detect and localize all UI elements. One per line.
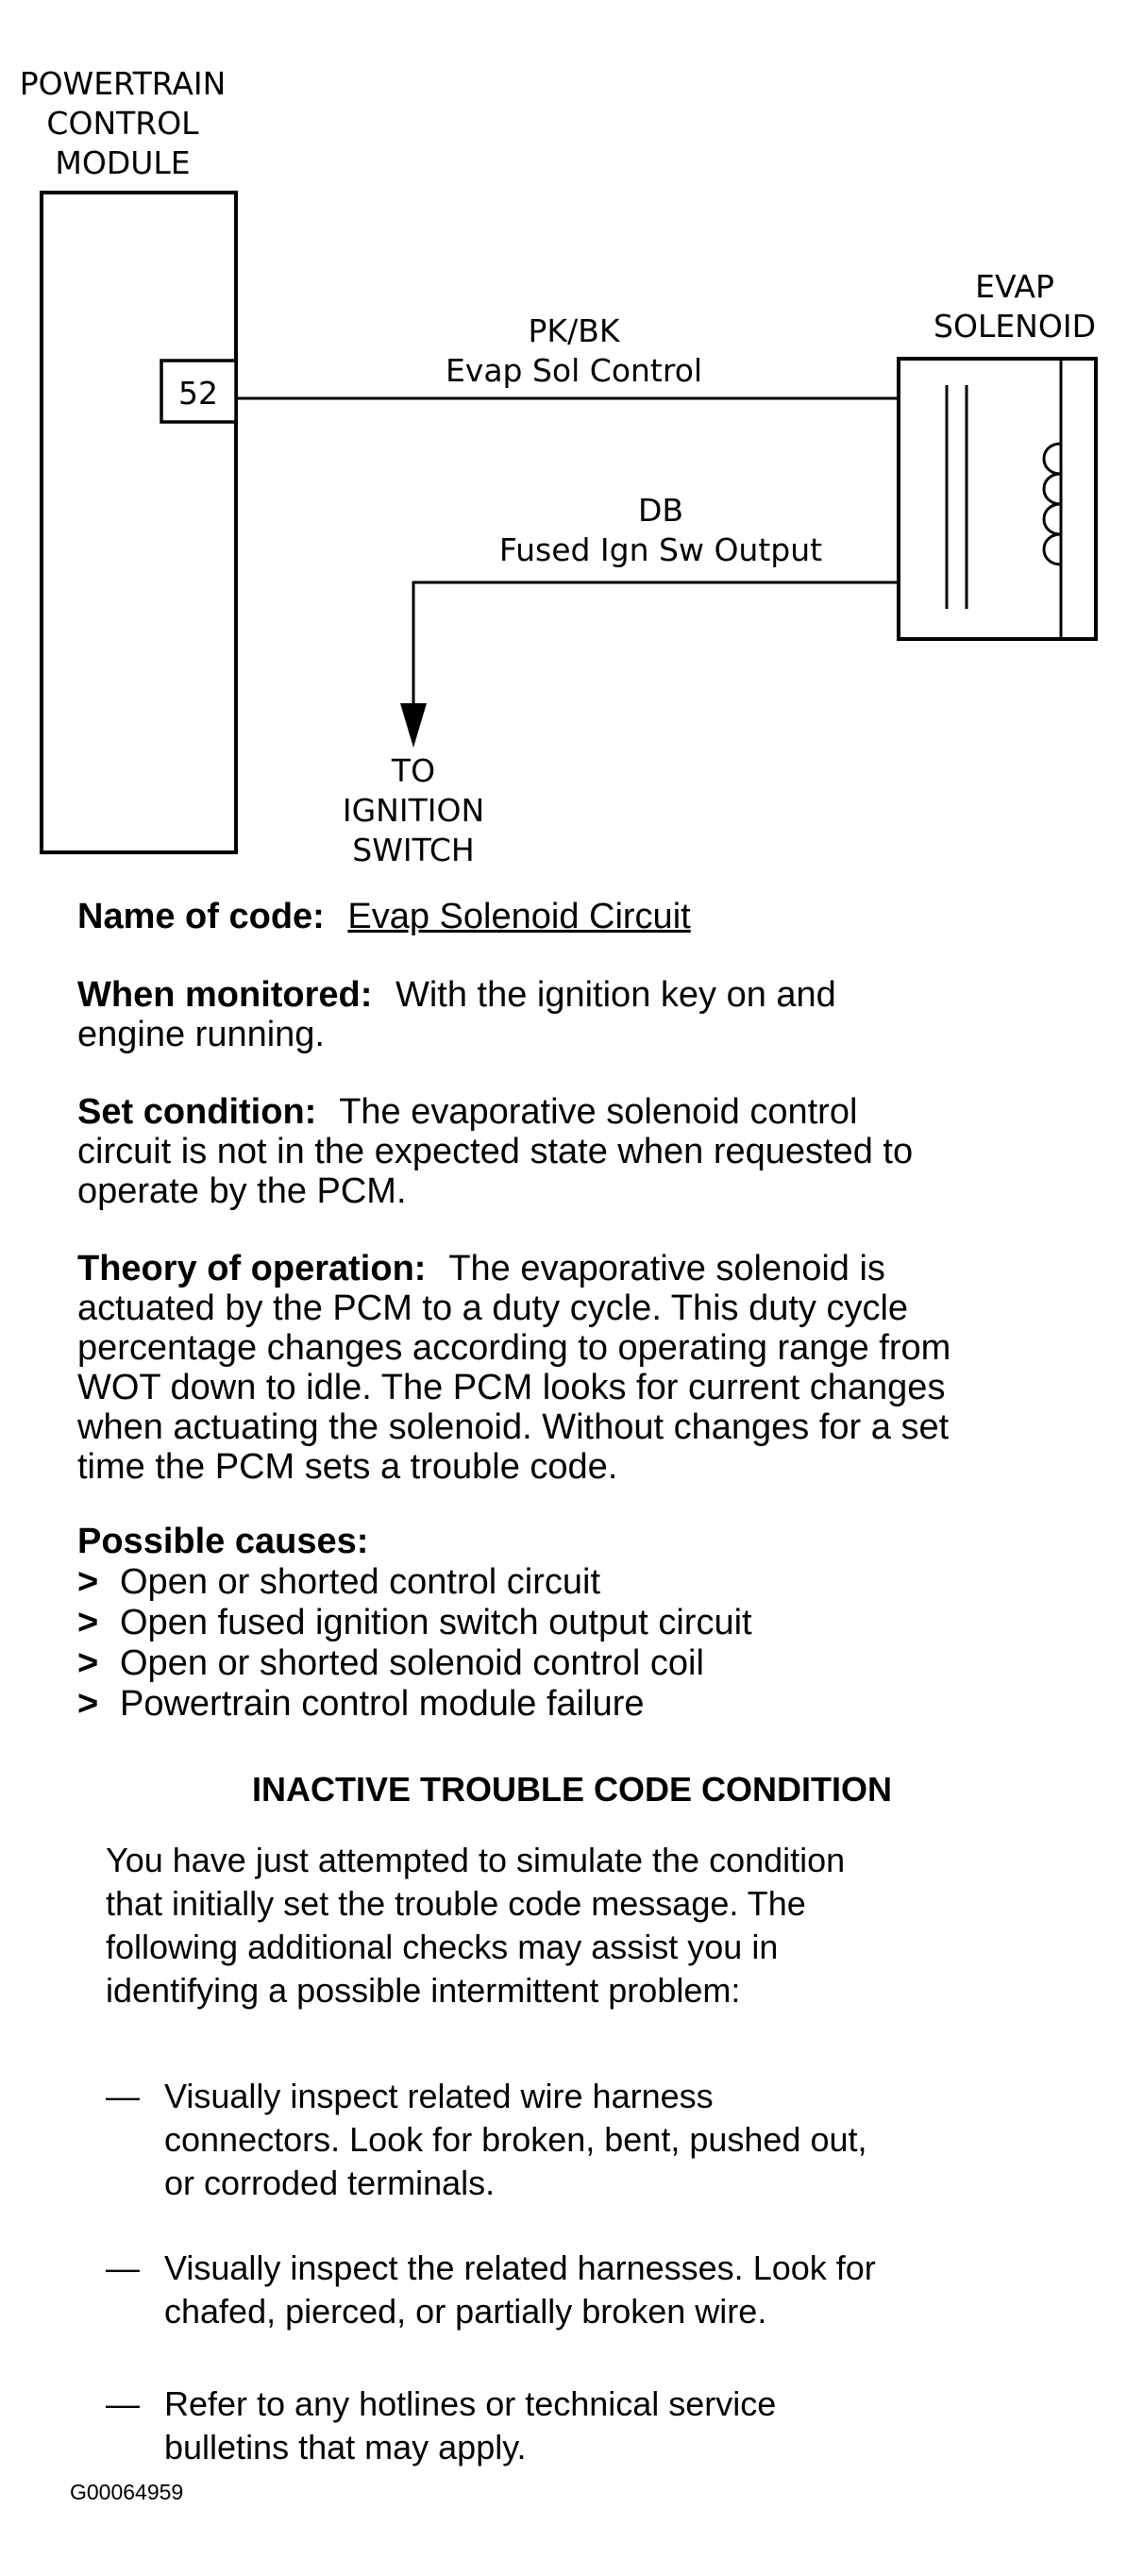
check-line: chafed, pierced, or partially broken wire.: [164, 2292, 767, 2331]
check-text: [164, 2382, 776, 2469]
when-monitored-label: When monitored:: [77, 975, 373, 1015]
theory-line: actuated by the PCM to a duty cycle. This duty cycle: [77, 1288, 909, 1328]
name-of-code-value: Evap Solenoid Circuit: [347, 897, 691, 936]
cause-text: Open or shorted control circuit: [120, 1562, 601, 1602]
check-item: [106, 2075, 1068, 2205]
list-item: [77, 1603, 1097, 1643]
theory-line: percentage changes according to operating range from: [77, 1328, 951, 1368]
possible-causes: [77, 1522, 1097, 1725]
coil-icon: [1044, 444, 1061, 564]
wiring-diagram: [0, 0, 1144, 868]
list-item: [77, 1684, 1097, 1725]
theory-line: when actuating the solenoid. Without changes for a set: [77, 1407, 950, 1447]
ignition-label-line-1: TO: [391, 752, 436, 789]
inactive-title: INACTIVE TROUBLE CODE CONDITION: [251, 1770, 892, 1809]
solenoid-box: [899, 359, 1096, 639]
check-line: Visually inspect related wire harness: [164, 2077, 714, 2115]
intro-line: following additional checks may assist you in: [106, 1928, 779, 1966]
name-of-code-label: Name of code:: [77, 897, 325, 936]
figure-code: G00064959: [70, 2480, 184, 2504]
check-line: bulletins that may apply.: [164, 2428, 527, 2467]
dash-marker: —: [106, 2384, 140, 2423]
solenoid-label-line-2: SOLENOID: [934, 308, 1096, 345]
ignition-label-line-2: IGNITION: [342, 792, 485, 829]
check-line: or corroded terminals.: [164, 2164, 496, 2202]
cause-text: Powertrain control module failure: [120, 1684, 645, 1724]
check-item: [106, 2382, 1068, 2469]
list-item: [77, 1562, 1097, 1603]
intro-line: identifying a possible intermittent problem:: [106, 1971, 741, 2010]
fused-ign-output-wire: [413, 582, 899, 722]
check-line: Refer to any hotlines or technical service: [164, 2384, 777, 2423]
possible-causes-label: Possible causes:: [77, 1522, 369, 1561]
theory-label: Theory of operation:: [77, 1249, 427, 1288]
cause-marker: >: [77, 1684, 99, 1724]
wire1-color: PK/BK: [528, 312, 620, 349]
set-condition: [77, 1092, 1097, 1211]
intro-line: You have just attempted to simulate the condition: [106, 1841, 846, 1879]
pcm-box: [42, 193, 236, 852]
name-of-code: [77, 897, 1097, 936]
pcm-label-line-3: MODULE: [55, 144, 191, 181]
when-monitored-line: With the ignition key on and: [395, 975, 836, 1015]
solenoid-label-line-1: EVAP: [975, 268, 1054, 305]
cause-text: Open or shorted solenoid control coil: [120, 1643, 704, 1683]
cause-marker: >: [77, 1643, 99, 1683]
check-text: [164, 2075, 867, 2205]
list-item: [77, 1643, 1097, 1684]
cause-marker: >: [77, 1603, 99, 1642]
pcm-label-line-1: POWERTRAIN: [19, 65, 227, 102]
set-condition-label: Set condition:: [77, 1092, 317, 1132]
check-line: Visually inspect the related harnesses. Look for: [164, 2248, 876, 2287]
cause-marker: >: [77, 1562, 99, 1602]
pcm-label-line-2: CONTROL: [46, 105, 199, 142]
dash-marker: —: [106, 2077, 140, 2115]
arrow-down-icon: [400, 703, 427, 748]
theory-line: WOT down to idle. The PCM looks for current changes: [77, 1368, 946, 1407]
check-item: [106, 2247, 1068, 2333]
set-condition-line: The evaporative solenoid control: [339, 1092, 858, 1132]
theory-line: The evaporative solenoid is: [448, 1249, 885, 1288]
set-condition-line: circuit is not in the expected state when requested to: [77, 1132, 914, 1171]
when-monitored-line: engine running.: [77, 1015, 325, 1054]
wire2-color: DB: [637, 492, 684, 529]
wire2-name: Fused Ign Sw Output: [498, 531, 823, 568]
inactive-intro: [106, 1839, 1050, 2012]
wire1-name: Evap Sol Control: [445, 352, 703, 389]
check-text: [164, 2247, 876, 2333]
theory-line: time the PCM sets a trouble code.: [77, 1447, 618, 1487]
intro-line: that initially set the trouble code message. The: [106, 1884, 806, 1923]
dash-marker: —: [106, 2248, 140, 2287]
set-condition-line: operate by the PCM.: [77, 1171, 407, 1211]
pin-number: 52: [178, 375, 218, 412]
theory-of-operation: [77, 1249, 1097, 1487]
check-line: connectors. Look for broken, bent, pushed out,: [164, 2120, 867, 2159]
cause-text: Open fused ignition switch output circuit: [120, 1603, 752, 1642]
ignition-label-line-3: SWITCH: [352, 832, 475, 868]
when-monitored: [77, 975, 1097, 1054]
